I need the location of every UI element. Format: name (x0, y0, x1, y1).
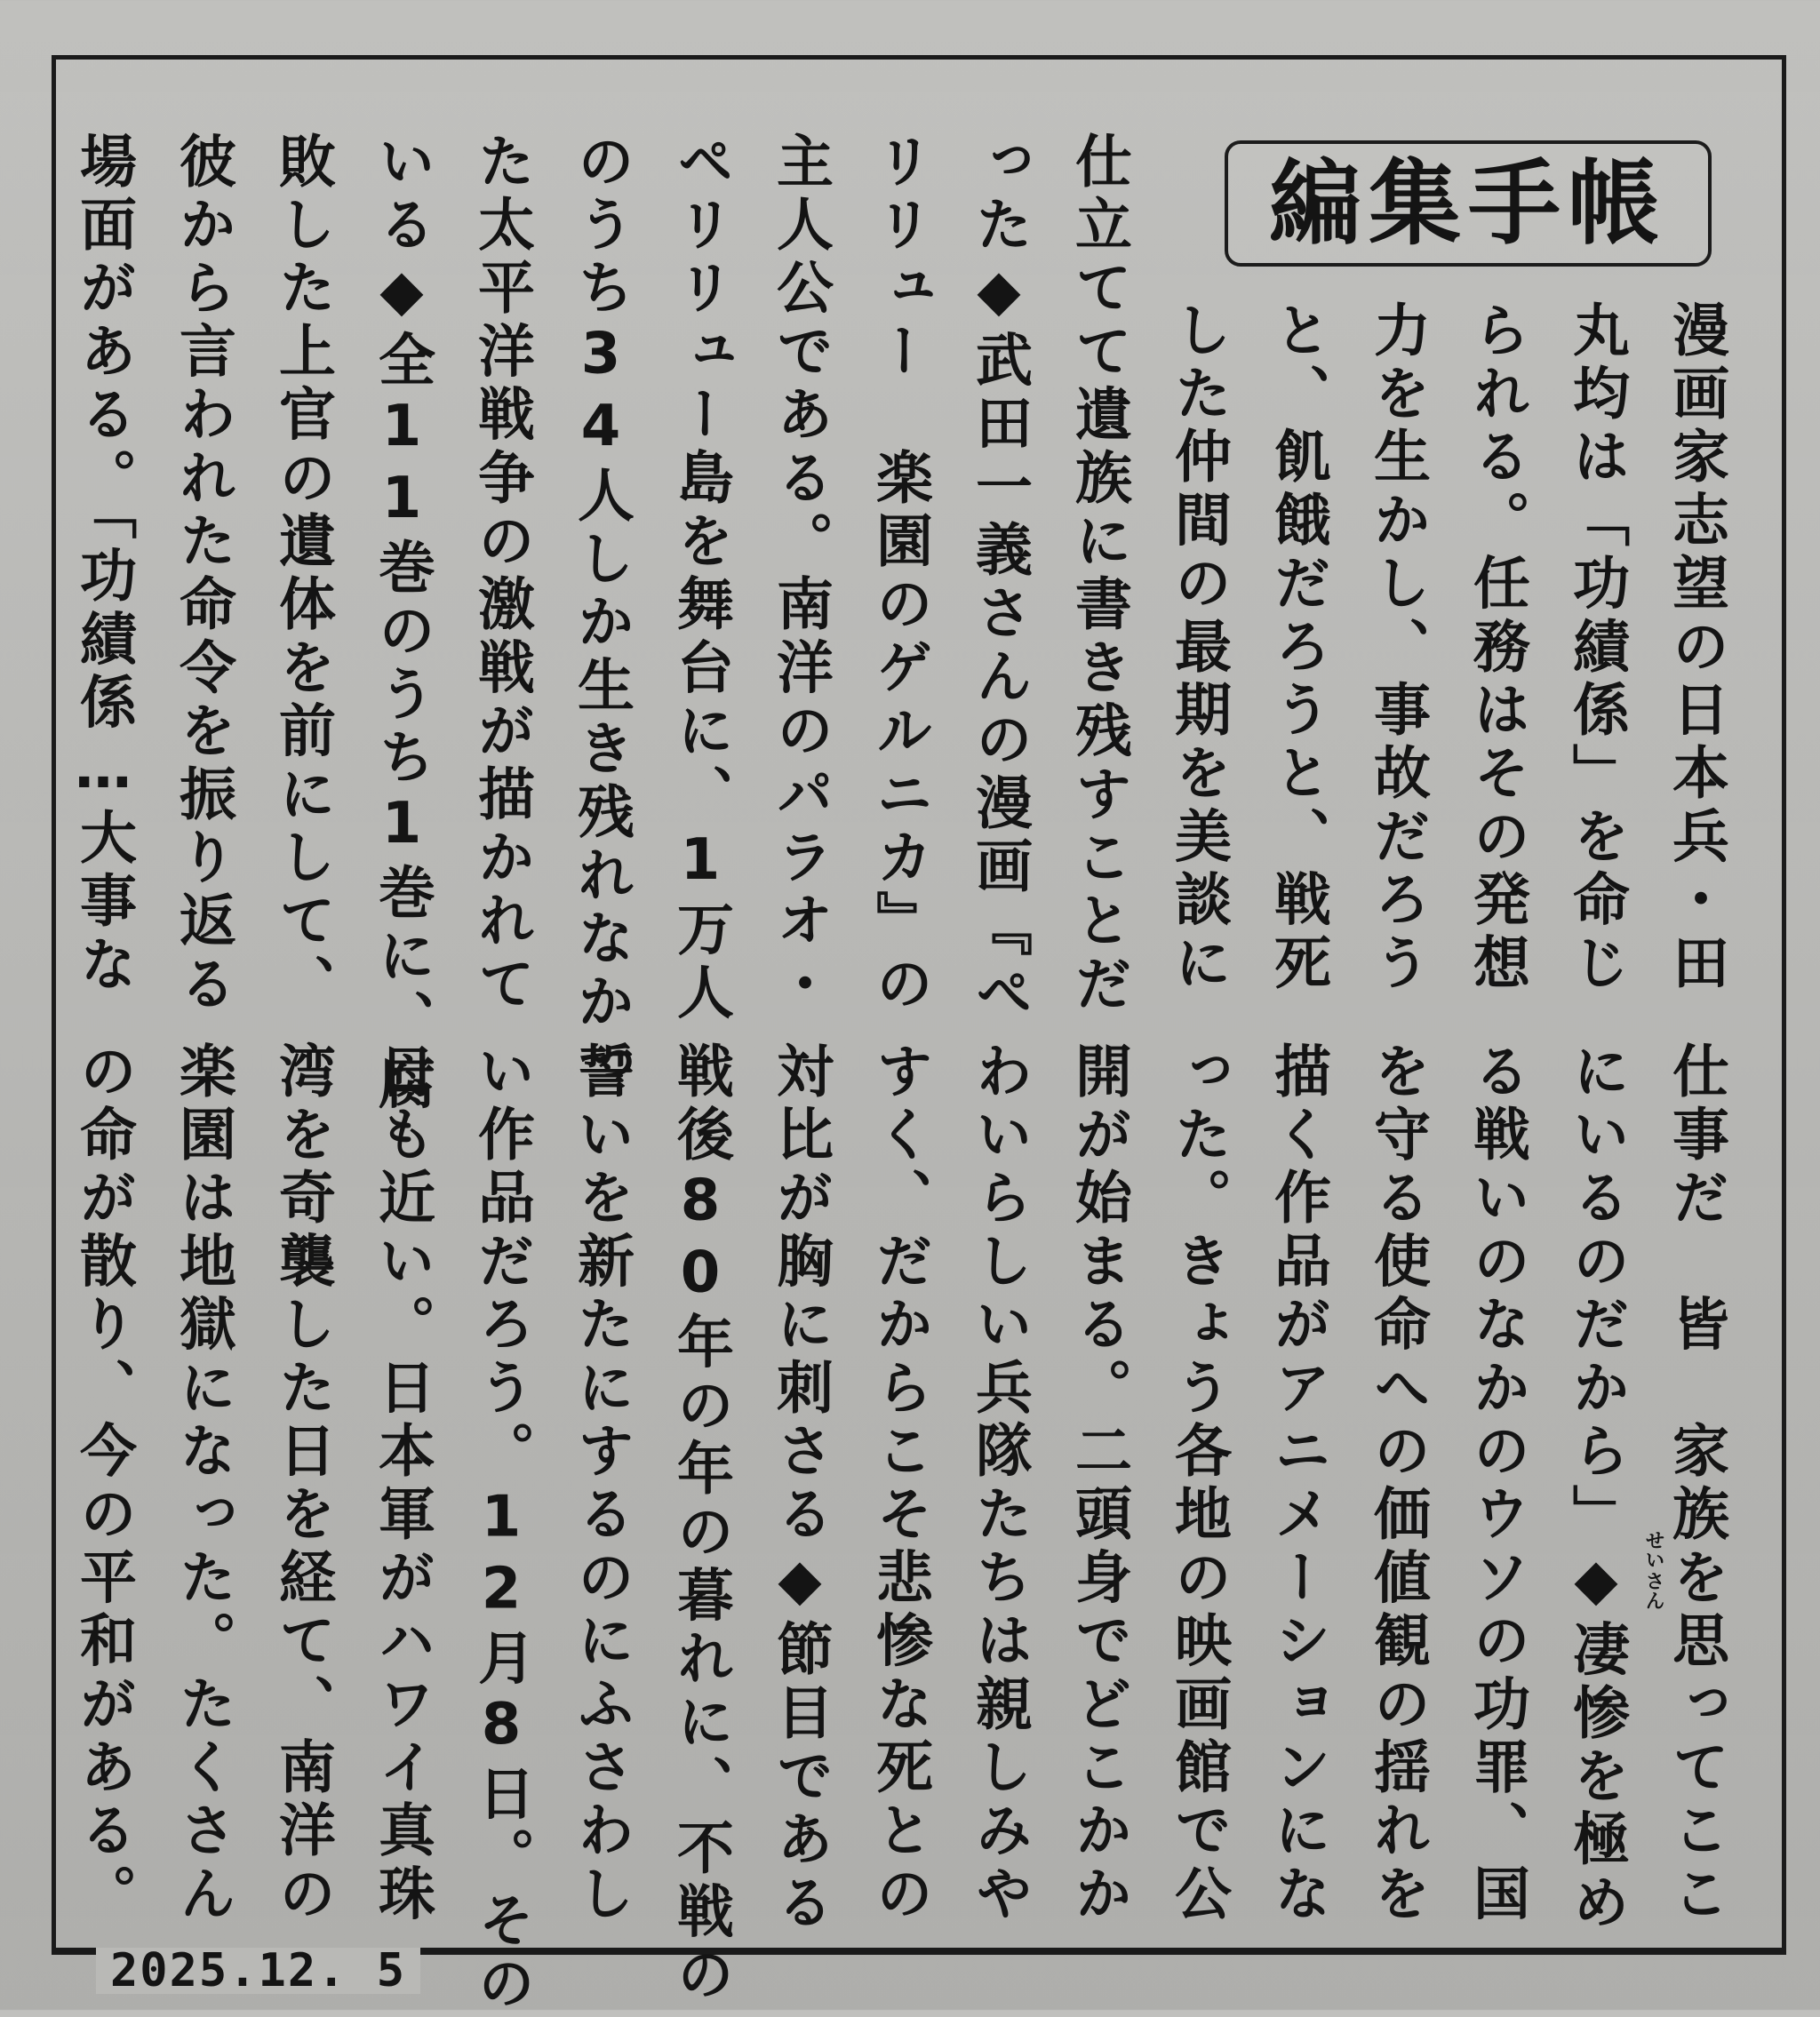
text-line: 楽園は地獄になった。たくさん (170, 1041, 235, 1927)
text-line: 仕事だ 皆 家族を思ってここ (1663, 1041, 1728, 1927)
text-line: のうち34人しか生き残れなかっ (568, 132, 634, 1098)
text-line: すく、だからこそ悲惨な死との (866, 1041, 932, 1927)
text-line: 誓いを新たにするのにふさわし (568, 1041, 634, 1927)
column-title-box (1225, 140, 1712, 267)
text-line: い作品だろう。12月8日。その (468, 1041, 534, 2017)
ruby-annotation: せい (1642, 1530, 1664, 1569)
text-line: の命が散り、今の平和がある。 (70, 1041, 136, 1927)
column-title: 編集手帳 (1268, 149, 1667, 258)
text-line: 主人公である。南洋のパラオ・ (767, 132, 833, 1017)
text-line: 開が始まる。二頭身でどこかか (1066, 1041, 1131, 1927)
text-line: にいるのだから」◆凄惨を極め (1563, 1041, 1629, 1936)
text-line: った◆武田一義さんの漫画『ぺ (966, 132, 1032, 1026)
text-line: ペリリュー島を舞台に、1万人 (667, 132, 733, 1026)
text-line: 湾を奇襲した日を経て、南洋の (269, 1041, 335, 1927)
text-line: 対比が胸に刺さる◆節目である (767, 1041, 833, 1936)
text-line: を守る使命への価値観の揺れを (1364, 1041, 1430, 1927)
text-line: 日も近い。日本軍がハワイ真珠 (369, 1041, 435, 1927)
text-line: いる◆全11巻のうち1巻に、腐 (369, 132, 435, 1116)
text-line: 仕立てて遺族に書き残すことだ (1066, 132, 1131, 1017)
text-line: た太平洋戦争の激戦が描かれて (468, 132, 534, 1017)
text-line: る戦いのなかのウソの功罪、国 (1464, 1041, 1529, 1927)
text-line: 場面がある。「功績係…大事な (70, 132, 136, 998)
text-line: リリュー 楽園のゲルニカ』の (866, 132, 932, 1017)
text-line: 漫画家志望の日本兵・田 (1663, 300, 1728, 997)
text-line: 敗した上官の遺体を前にして、 (269, 132, 335, 1017)
text-line: わいらしい兵隊たちは親しみや (966, 1041, 1032, 1927)
publication-date: 2025.12. 5 (96, 1948, 420, 1994)
text-line: と、飢餓だろうと、戦死 (1265, 300, 1330, 997)
text-line: 戦後80年の年の暮れに、不戦の (667, 1041, 733, 2008)
ruby-annotation: さん (1642, 1571, 1664, 1610)
text-line: 彼から言われた命令を振り返る (170, 132, 235, 1017)
text-line: した仲間の最期を美談に (1165, 300, 1231, 997)
text-line: った。きょう各地の映画館で公 (1165, 1041, 1231, 1927)
text-line: 描く作品がアニメーションにな (1265, 1041, 1330, 1927)
text-line: 丸均は「功績係」を命じ (1563, 300, 1629, 997)
text-line: 力を生かし、事故だろう (1364, 300, 1430, 997)
text-line: られる。任務はその発想 (1464, 300, 1529, 997)
